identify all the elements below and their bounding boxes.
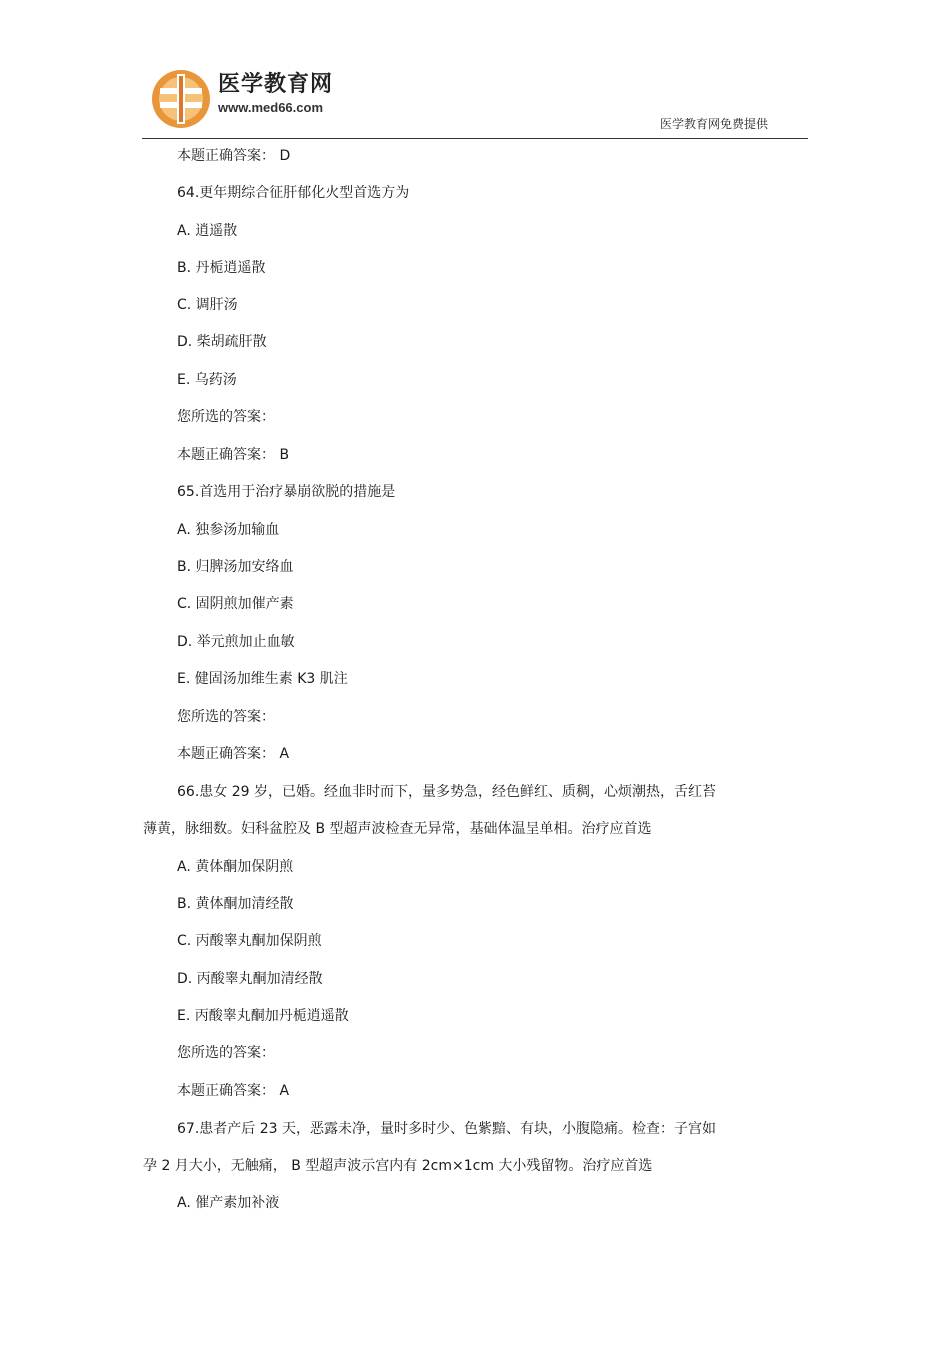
selected-answer-line: 您所选的答案： bbox=[177, 1045, 275, 1061]
option-a: A. 黄体酮加保阴煎 bbox=[177, 859, 294, 875]
option-c: C. 丙酸睾丸酮加保阴煎 bbox=[177, 933, 322, 949]
question-64: 64.更年期综合征肝郁化火型首选方为 bbox=[177, 185, 410, 201]
option-a: A. 逍遥散 bbox=[177, 223, 238, 239]
question-66-line-1: 66.患女 29 岁，已婚。经血非时而下，量多势急，经色鲜红、质稠，心烦潮热，舌红苔 bbox=[177, 784, 716, 800]
logo-url: www.med66.com bbox=[218, 100, 323, 115]
selected-answer-line: 您所选的答案： bbox=[177, 709, 275, 725]
option-e: E. 丙酸睾丸酮加丹栀逍遥散 bbox=[177, 1008, 349, 1024]
option-a: A. 独参汤加输血 bbox=[177, 522, 280, 538]
question-66-line-2: 薄黄，脉细数。妇科盆腔及 B 型超声波检查无异常，基础体温呈单相。治疗应首选 bbox=[143, 821, 652, 837]
question-67-line-2: 孕 2 月大小，无触痛， B 型超声波示宫内有 2cm×1cm 大小残留物。治疗应首选 bbox=[143, 1158, 653, 1174]
med66-logo-icon bbox=[150, 68, 212, 130]
option-d: D. 柴胡疏肝散 bbox=[177, 334, 267, 350]
selected-answer-line: 您所选的答案： bbox=[177, 409, 275, 425]
header-provider-text: 医学教育网免费提供 bbox=[659, 117, 768, 131]
option-d: D. 举元煎加止血敏 bbox=[177, 634, 295, 650]
option-e: E. 乌药汤 bbox=[177, 372, 237, 388]
answer-line: 本题正确答案： A bbox=[177, 1083, 290, 1099]
question-67-line-1: 67.患者产后 23 天，恶露未净，量时多时少、色紫黯、有块，小腹隐痛。检查：子宫如 bbox=[177, 1121, 716, 1137]
page-header bbox=[142, 60, 808, 139]
logo-text bbox=[218, 72, 333, 116]
logo-title: 医学教育网 bbox=[218, 72, 334, 97]
option-b: B. 归脾汤加安络血 bbox=[177, 559, 294, 575]
option-e: E. 健固汤加维生素 K3 肌注 bbox=[177, 671, 348, 687]
answer-line: 本题正确答案： B bbox=[177, 447, 290, 463]
option-b: B. 丹栀逍遥散 bbox=[177, 260, 266, 276]
question-65: 65.首选用于治疗暴崩欲脱的措施是 bbox=[177, 484, 396, 500]
option-c: C. 调肝汤 bbox=[177, 297, 238, 313]
option-a: A. 催产素加补液 bbox=[177, 1195, 280, 1211]
answer-line: 本题正确答案： A bbox=[177, 746, 290, 762]
option-b: B. 黄体酮加清经散 bbox=[177, 896, 294, 912]
option-d: D. 丙酸睾丸酮加清经散 bbox=[177, 971, 323, 987]
answer-line: 本题正确答案： D bbox=[177, 148, 291, 164]
option-c: C. 固阴煎加催产素 bbox=[177, 596, 294, 612]
